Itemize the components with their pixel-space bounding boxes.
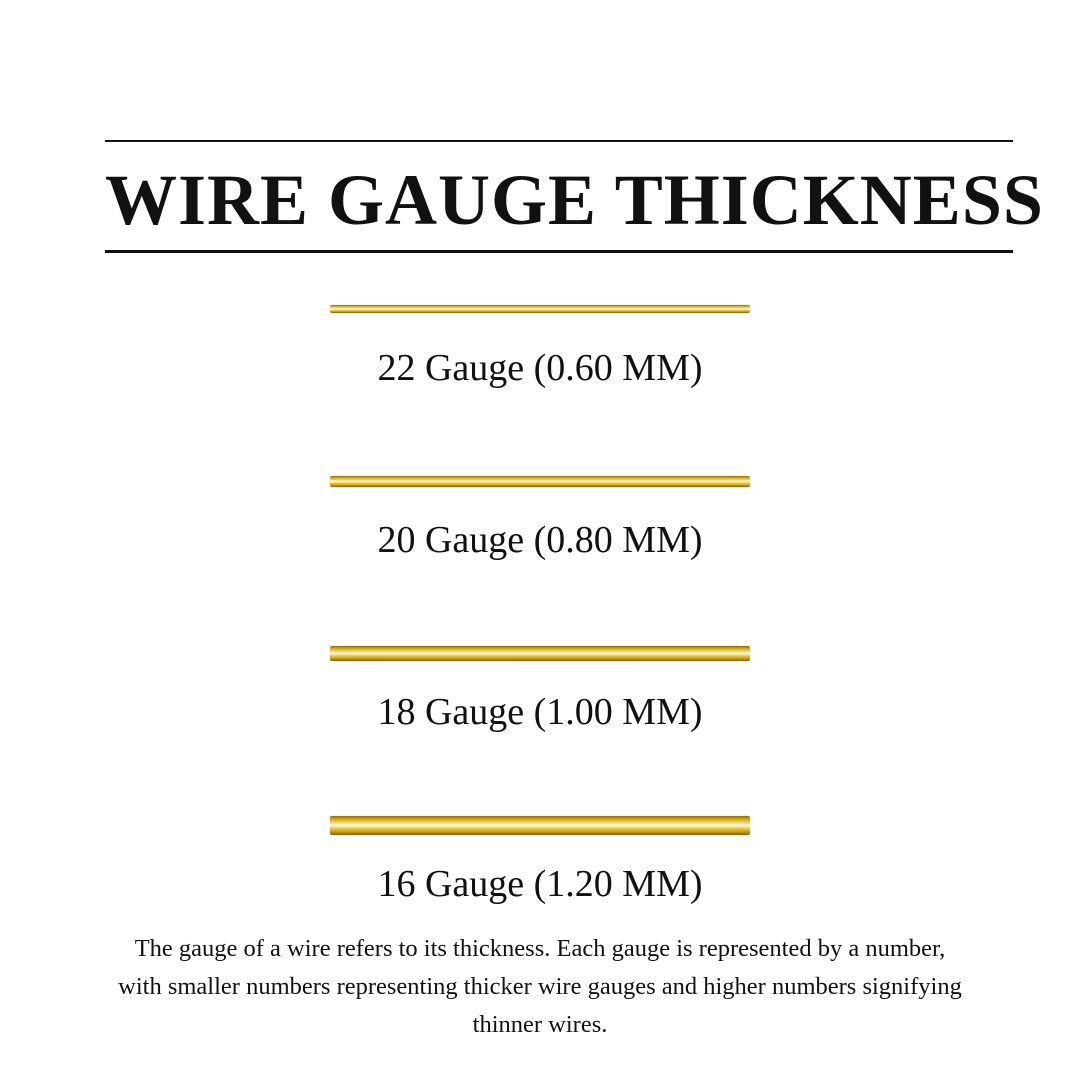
gauge-list xyxy=(0,292,1080,980)
wire-bar xyxy=(330,476,750,487)
list-item xyxy=(0,292,1080,464)
wire-graphic-18 xyxy=(0,636,1080,670)
gauge-label-16: 16 Gauge (1.20 MM) xyxy=(377,863,703,905)
wire-bar xyxy=(330,816,750,835)
wire-bar xyxy=(330,305,750,313)
page-title: WIRE GAUGE THICKNESS xyxy=(105,160,1044,240)
list-item xyxy=(0,464,1080,636)
wire-graphic-20 xyxy=(0,464,1080,498)
gauge-label-18: 18 Gauge (1.00 MM) xyxy=(377,691,703,733)
gauge-label-20: 20 Gauge (0.80 MM) xyxy=(377,519,703,561)
footer-note: The gauge of a wire refers to its thickness. Each gauge is represented by a number, with smaller numbers representing thicker wire gauges and higher numbers signifying thinner wires. xyxy=(118,935,962,1038)
gauge-label-22: 22 Gauge (0.60 MM) xyxy=(377,347,703,389)
wire-graphic-16 xyxy=(0,808,1080,842)
wire-graphic-22 xyxy=(0,292,1080,326)
title-block xyxy=(105,140,1044,253)
list-item xyxy=(0,636,1080,808)
wire-bar xyxy=(330,646,750,661)
title-rule-bottom xyxy=(105,250,1013,253)
